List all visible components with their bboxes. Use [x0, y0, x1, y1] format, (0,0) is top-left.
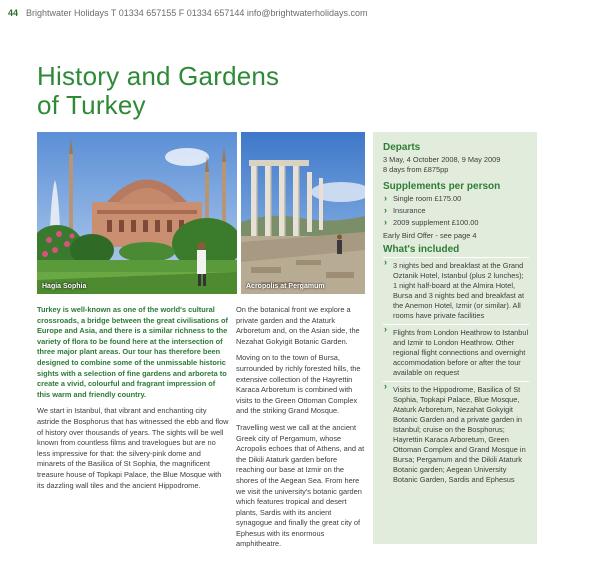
body-column-left — [37, 305, 230, 497]
paragraph-bursa: Moving on to the town of Bursa, surrounded by richly forested hills, the extensive collection of the Hayrettin Karaca Arboretum is combined with visits to the Green Ottoman Complex and the striking Grand Mosque. — [236, 353, 361, 416]
paragraph-botanical: On the botanical front we explore a private garden and the Ataturk Arboretum and, on the Asian side, the Nezahat Gokyigit Botanic Garden. — [236, 305, 360, 346]
title-line-2: of Turkey — [37, 90, 146, 120]
included-list — [383, 257, 529, 485]
hagia-sophia-illustration — [37, 132, 237, 294]
hagia-sophia-photo — [37, 132, 237, 294]
pergamum-photo — [241, 132, 365, 294]
pergamum-caption: Acropolis at Pergamum — [246, 283, 325, 290]
list-item: › Single room £175.00 — [383, 194, 529, 204]
intro-paragraph: Turkey is well-known as one of the world's cultural crossroads, a bridge between the great civilisations of Europe and Asia, and there is a similar richness to the variety of flora to be found here at the intersection of three major plant areas. Our tour has therefore been designed to combine some of the unmissable historic sights with a selection of fine gardens and arboreta to create a vivid, colourful and fragrant impression of this warm and friendly country. — [37, 305, 228, 399]
departs-heading: Departs — [383, 142, 421, 153]
body-column-middle — [236, 305, 367, 556]
supplements-list — [383, 194, 529, 228]
page-header — [8, 8, 368, 18]
list-item: › Insurance — [383, 206, 529, 216]
list-item: › Visits to the Hippodrome, Basilica of St Sophia, Topkapi Palace, Blue Mosque, Ataturk Arboretum, Nezahat Gokyigit Botanic Garden and a private garden in Istanbul; cruise on the Bosphorus; Hayrettin Karaca Arboretum, Green Ottoman Complex and Grand Mosque in Bursa; Pergamum and the Dikili Ataturk Botanic garden; Aegean University Botanic Garden, Sardis and Ephesus — [383, 381, 529, 485]
early-bird-offer: Early Bird Offer - see page 4 — [383, 231, 477, 240]
tour-details-panel — [373, 132, 537, 544]
departs-dates: 3 May, 4 October 2008, 9 May 2009 — [383, 155, 501, 164]
included-heading: What's included — [383, 244, 460, 255]
contact-line: Brightwater Holidays T 01334 657155 F 01334 657144 info@brightwaterholidays.com — [26, 8, 368, 18]
list-item: › Flights from London Heathrow to Istanbul and Izmir to London Heathrow. Other regional flight connections and overnight accommodation before or after the tour available on request — [383, 324, 529, 378]
page-number: 44 — [8, 8, 19, 18]
list-item: › 3 nights bed and breakfast at the Grand Oztanik Hotel, Istanbul (plus 2 lunches); 1 night half-board at the Almira Hotel, Bursa and 3 nights bed and breakfast at the Anemon Hotel, Izmir (or similar). All rooms have private facilities — [383, 257, 529, 321]
hagia-sophia-caption: Hagia Sophia — [42, 283, 87, 290]
departs-price: 8 days from £875pp — [383, 165, 449, 174]
paragraph-istanbul: We start in Istanbul, that vibrant and enchanting city astride the Bosphorus that has witnessed the ebb and flow of history over thousands of years. The sights will be well known from countless films and travelogues but are no less impressive for that: the silvery-pink dome and minarets of the Basilica of St Sophia, the magnificent treasure house of Topkapi Palace, the Blue Mosque with its dazzling wall tiles and the ancient Hippodrome. — [37, 406, 229, 490]
supplements-heading: Supplements per person — [383, 181, 501, 192]
paragraph-west: Travelling west we call at the ancient Greek city of Pergamum, whose Acropolis echoes that of Athens, and at the Dikili Ataturk garden before reaching our base at Izmir on the shores of the Aegean Sea. From here we visit the university's botanic garden which features tropical and desert plants, Sardis with its ancient synagogue and finally the great city of Ephesus with its enormous amphitheatre. — [236, 422, 365, 549]
title-line-1: History and Gardens — [37, 61, 280, 91]
pergamum-illustration — [241, 132, 365, 294]
page-title — [37, 62, 357, 120]
list-item: › 2009 supplement £100.00 — [383, 218, 529, 228]
